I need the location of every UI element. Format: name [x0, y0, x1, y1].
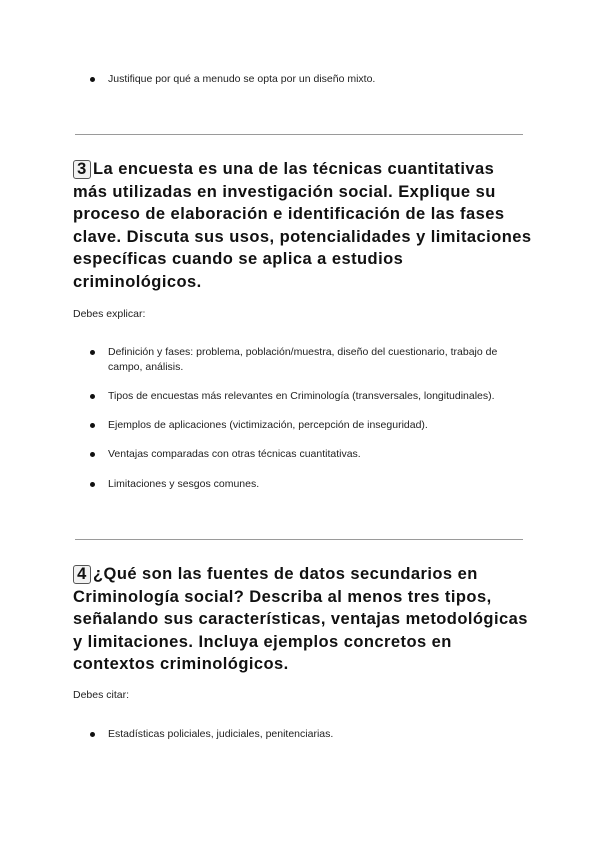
question-4-text: ¿Qué son las fuentes de datos secundarios en Criminología social? Describa al menos tres tipos, señalando sus características, ventajas metodológicas y limitaciones. Incluya ejemplos concretos en contextos criminológicos.: [73, 565, 528, 674]
question-3-heading: [73, 158, 533, 294]
section-divider: [75, 539, 523, 540]
bullet-icon: [90, 77, 95, 82]
question-4-prompt: Debes citar:: [73, 689, 130, 701]
list-item: [108, 389, 528, 404]
bullet-text: Justifique por qué a menudo se opta por un diseño mixto.: [108, 73, 376, 85]
bullet-icon: [90, 452, 95, 457]
question-4-heading: [73, 563, 533, 676]
question-number-badge: 4: [73, 565, 91, 584]
question-number-badge: 3: [73, 160, 91, 179]
bullet-icon: [90, 423, 95, 428]
section-divider: [75, 134, 523, 135]
bullet-text: Ventajas comparadas con otras técnicas cuantitativas.: [108, 448, 361, 460]
bullet-text: Tipos de encuestas más relevantes en Criminología (transversales, longitudinales).: [108, 390, 495, 402]
bullet-text: Limitaciones y sesgos comunes.: [108, 478, 260, 490]
bullet-icon: [90, 482, 95, 487]
list-item: [108, 447, 528, 462]
list-item: [108, 727, 528, 742]
question-3-prompt: Debes explicar:: [73, 308, 146, 320]
bullet-text: Estadísticas policiales, judiciales, penitenciarias.: [108, 728, 334, 740]
bullet-icon: [90, 394, 95, 399]
bullet-text: Ejemplos de aplicaciones (victimización, percepción de inseguridad).: [108, 419, 428, 431]
question-3-text: La encuesta es una de las técnicas cuantitativas más utilizadas en investigación social. Explique su proceso de elaboración e identificación de las fases clave. Discuta sus usos, potencialidades y limitaciones específicas cuando se aplica a estudios criminológicos.: [73, 160, 532, 291]
list-item: [108, 345, 528, 375]
bullet-icon: [90, 350, 95, 355]
list-item: [108, 477, 528, 492]
bullet-text: Definición y fases: problema, población/muestra, diseño del cuestionario, trabajo de campo, análisis.: [108, 346, 498, 373]
list-item: [108, 418, 528, 433]
bullet-icon: [90, 732, 95, 737]
list-item: [108, 72, 528, 87]
